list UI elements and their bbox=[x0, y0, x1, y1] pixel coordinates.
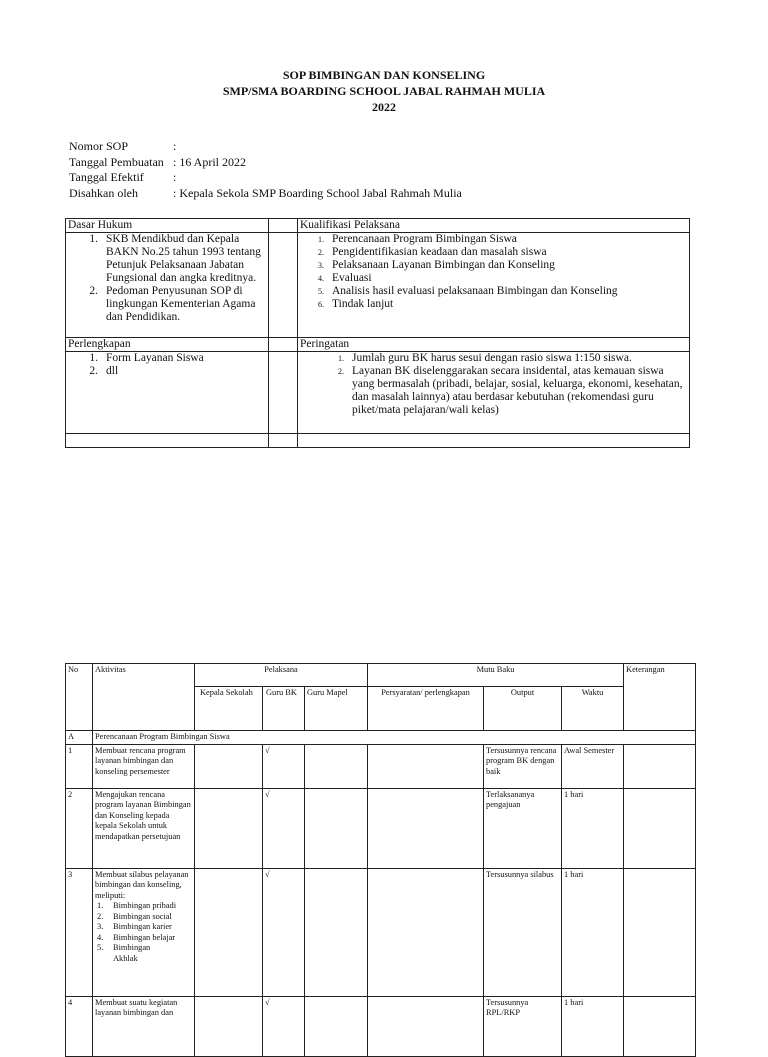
col-header-no: No bbox=[66, 664, 93, 731]
table-row: 2 Mengajukan rencana program layanan Bimbingan dan Konseling kepada kepala Sekolah untuk mendapatkan persetujuan √ Terlaksananya pengajuan 1 hari bbox=[66, 788, 696, 868]
list-item: 1. Form Layanan Siswa bbox=[89, 352, 204, 364]
check-mark: √ bbox=[263, 996, 305, 1056]
dasar-hukum-header: Dasar Hukum bbox=[66, 219, 269, 233]
col-header-mutu-baku: Mutu Baku bbox=[368, 664, 624, 687]
list-item: 3. Bimbingan karier bbox=[97, 922, 172, 931]
table-row: 3 Membuat silabus pelayanan bimbingan dan konseling, meliputi: 1. Bimbingan pribadi 2. Bimbingan social 3. Bimbingan karier 4. Bimbingan belajar 5. Bimbingan Akhlak √ Tersusunnya silabus 1 hari bbox=[66, 868, 696, 996]
dasar-hukum-list bbox=[66, 233, 269, 338]
meta-tanggal-pembuatan: Tanggal Pembuatan : 16 April 2022 bbox=[69, 154, 247, 169]
list-item: 2. Layanan BK diselenggarakan secara insidental, atas kemauan siswa yang bermasalah (pribadi, belajar, sosial, keluarga, ekonomi, kesehatan, dan masalah lainnya) atau berdasar kebutuhan (rekomendasi guru piket/mata pelajaran/wali kelas) bbox=[338, 365, 683, 416]
col-header-aktivitas: Aktivitas bbox=[93, 664, 195, 731]
perlengkapan-list bbox=[66, 352, 269, 434]
kualifikasi-list bbox=[298, 233, 690, 338]
info-table bbox=[65, 218, 690, 448]
section-row: A Perencanaan Program Bimbingan Siswa bbox=[66, 731, 696, 745]
col-header-guru-bk: Guru BK bbox=[263, 687, 305, 731]
col-header-kepala-sekolah: Kepala Sekolah bbox=[195, 687, 263, 731]
table-row: 4 Membuat suatu kegiatan layanan bimbingan dan √ Tersusunnya RPL/RKP 1 hari bbox=[66, 996, 696, 1056]
col-header-waktu: Waktu bbox=[562, 687, 624, 731]
peringatan-header: Peringatan bbox=[298, 338, 690, 352]
check-mark: √ bbox=[263, 868, 305, 996]
sop-metadata bbox=[69, 139, 462, 201]
check-mark: √ bbox=[263, 744, 305, 788]
col-header-keterangan: Keterangan bbox=[624, 664, 696, 731]
doc-title-line2: SMP/SMA BOARDING SCHOOL JABAL RAHMAH MULIA bbox=[222, 84, 546, 98]
col-header-guru-mapel: Guru Mapel bbox=[305, 687, 368, 731]
list-item: 4. Evaluasi bbox=[318, 272, 372, 284]
doc-title-year: 2022 bbox=[372, 100, 396, 114]
meta-disahkan-oleh: Disahkan oleh : Kepala Sekola SMP Boarding School Jabal Rahmah Mulia bbox=[69, 185, 462, 200]
col-header-pelaksana: Pelaksana bbox=[195, 664, 368, 687]
list-item: 2. Bimbingan social bbox=[97, 911, 172, 921]
list-item: 1. Bimbingan pribadi bbox=[97, 901, 177, 910]
meta-nomor-sop: Nomor SOP : bbox=[69, 139, 177, 153]
procedure-table bbox=[65, 663, 696, 1057]
list-item: 1. Perencanaan Program Bimbingan Siswa bbox=[318, 233, 517, 245]
list-item: 5. Analisis hasil evaluasi pelaksanaan Bimbingan dan Konseling bbox=[318, 285, 618, 297]
check-mark: √ bbox=[263, 788, 305, 868]
list-item: 2. Pengidentifikasian keadaan dan masalah siswa bbox=[318, 246, 547, 258]
peringatan-list bbox=[298, 352, 690, 434]
col-header-output: Output bbox=[484, 687, 562, 731]
kualifikasi-header: Kualifikasi Pelaksana bbox=[298, 219, 690, 233]
list-item: 3. Pelaksanaan Layanan Bimbingan dan Konseling bbox=[318, 259, 555, 271]
list-item: 6. Tindak lanjut bbox=[318, 298, 394, 310]
table-row: 1 Membuat rencana program layanan bimbingan dan konseling persemester √ Tersusunnya rencana program BK dengan baik Awal Semester bbox=[66, 744, 696, 788]
list-item: 1. SKB Mendikbud dan Kepala BAKN No.25 tahun 1993 tentang Petunjuk Pelaksanaan Jabatan Fungsional dan angka kreditnya. bbox=[89, 233, 261, 284]
list-item: 2. Pedoman Penyusunan SOP di lingkungan Kementerian Agama dan Pendidikan. bbox=[89, 285, 256, 323]
list-item: 4. Bimbingan belajar bbox=[97, 932, 176, 942]
list-item: 5. Bimbingan Akhlak bbox=[97, 943, 151, 963]
meta-tanggal-efektif: Tanggal Efektif : bbox=[69, 170, 177, 184]
col-header-persyaratan: Persyaratan/ perlengkapan bbox=[368, 687, 484, 731]
perlengkapan-header: Perlengkapan bbox=[66, 338, 269, 352]
list-item: 1. Jumlah guru BK harus sesui dengan rasio siswa 1:150 siswa. bbox=[338, 352, 632, 364]
list-item: 2. dll bbox=[89, 365, 119, 377]
doc-title-line1: SOP BIMBINGAN DAN KONSELING bbox=[282, 68, 486, 82]
